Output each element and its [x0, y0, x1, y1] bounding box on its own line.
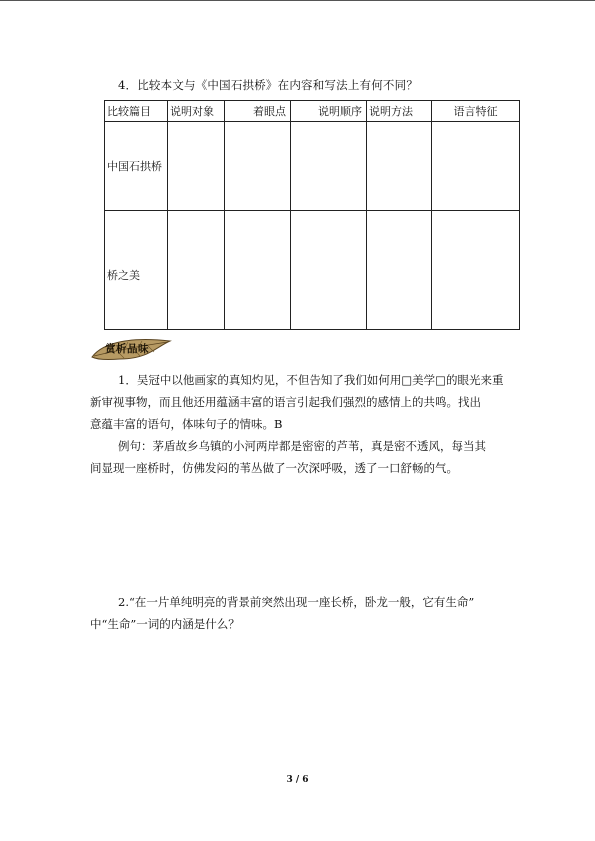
item-2-line: 2.“在一片单纯明亮的背景前突然出现一座长桥，卧龙一般，它有生命”	[118, 595, 475, 609]
item-1	[90, 369, 520, 435]
table-header-row	[105, 101, 520, 122]
item-2-line: 中“生命”一词的内涵是什么？	[90, 617, 240, 631]
section-badge-label: 赏析品味	[105, 343, 149, 355]
table-row	[105, 211, 520, 330]
answer-cell	[291, 211, 367, 330]
table-row	[105, 122, 520, 211]
answer-cell	[168, 122, 225, 211]
example-sentence	[90, 435, 520, 479]
answer-cell	[432, 122, 520, 211]
row-title: 中国石拱桥	[105, 122, 168, 211]
item-1-line: 1．吴冠中以他画家的真知灼见，不但告知了我们如何用□美学□的眼光来重	[118, 373, 504, 387]
answer-cell	[291, 122, 367, 211]
header-language: 语言特征	[432, 101, 520, 122]
answer-cell	[432, 211, 520, 330]
header-compare-title: 比较篇目	[105, 101, 168, 122]
example-line: 间显现一座桥时，仿佛发闷的苇丛做了一次深呼吸，透了一口舒畅的气。	[90, 461, 458, 475]
page-number: 3 / 6	[286, 775, 309, 785]
answer-cell	[168, 211, 225, 330]
answer-cell	[225, 122, 291, 211]
example-line: 例句：茅盾故乡乌镇的小河两岸都是密密的芦苇，真是密不透风，每当其	[118, 439, 486, 453]
header-object: 说明对象	[168, 101, 225, 122]
header-method: 说明方法	[367, 101, 432, 122]
item-1-line: 意蕴丰富的语句，体味句子的情味。B	[90, 417, 283, 431]
answer-cell	[367, 211, 432, 330]
comparison-table	[104, 100, 520, 330]
row-title: 桥之美	[105, 211, 168, 330]
item-1-line: 新审视事物，而且他还用蕴涵丰富的语言引起我们强烈的感情上的共鸣。找出	[90, 395, 481, 409]
header-order: 说明顺序	[291, 101, 367, 122]
top-rule	[0, 0, 595, 1]
header-focus: 着眼点	[225, 101, 291, 122]
answer-cell	[367, 122, 432, 211]
question-4: 4．比较本文与《中国石拱桥》在内容和写法上有何不同？	[118, 78, 419, 92]
item-2	[90, 591, 520, 635]
answer-cell	[225, 211, 291, 330]
